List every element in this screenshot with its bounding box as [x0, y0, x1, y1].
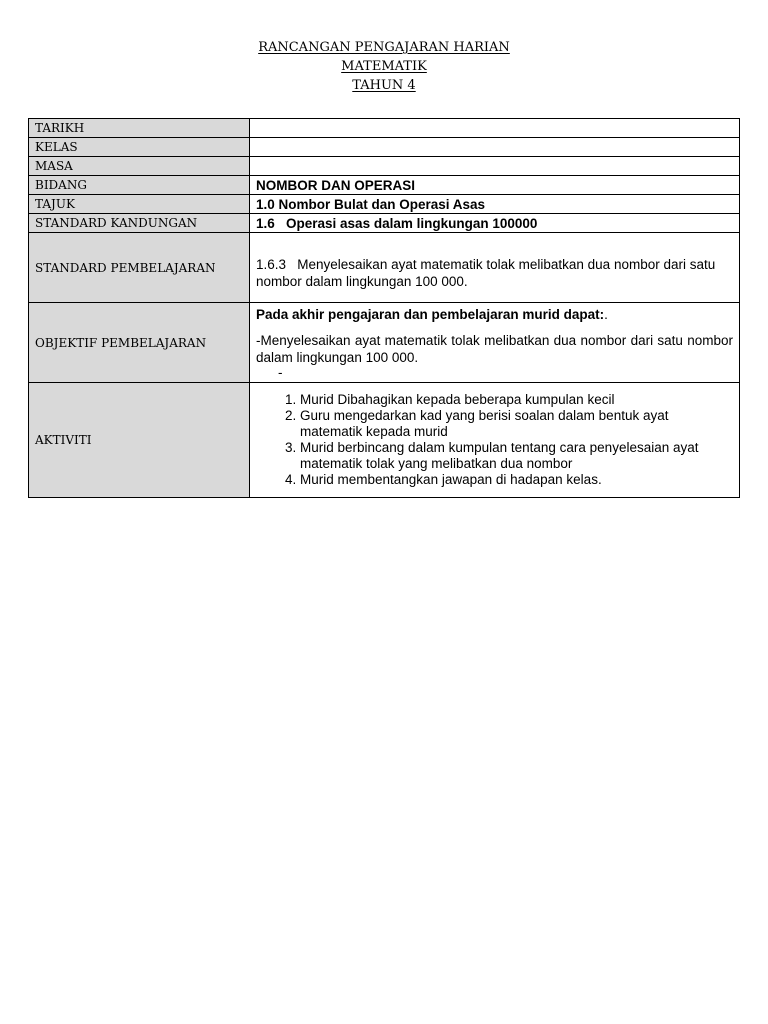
value-tarikh — [250, 119, 740, 138]
document-header — [0, 38, 768, 95]
value-tajuk: 1.0 Nombor Bulat dan Operasi Asas — [250, 195, 740, 214]
value-kelas — [250, 138, 740, 157]
standard-pembelajaran-text: 1.6.3 Menyelesaikan ayat matematik tolak melibatkan dua nombor dari satu nombor dalam lingkungan 100 000. — [256, 256, 720, 289]
objektif-intro-suffix: . — [604, 307, 608, 322]
row-standard-kandungan — [29, 214, 740, 233]
row-objektif — [29, 303, 740, 383]
subject-title: MATEMATIK — [341, 59, 427, 74]
row-tarikh — [29, 119, 740, 138]
row-kelas — [29, 138, 740, 157]
aktiviti-item: 3. Murid berbincang dalam kumpulan tentang cara penyelesaian ayat matematik tolak yang melibatkan dua nombor — [300, 440, 733, 472]
value-masa — [250, 157, 740, 176]
objektif-point: -Menyelesaikan ayat matematik tolak melibatkan dua nombor dari satu nombor dalam lingkungan 100 000. — [256, 333, 733, 365]
label-aktiviti: AKTIVITI — [29, 383, 250, 498]
value-standard-kandungan: 1.6 Operasi asas dalam lingkungan 100000 — [250, 214, 740, 233]
aktiviti-item: 1. Murid Dibahagikan kepada beberapa kumpulan kecil — [300, 392, 733, 408]
label-tajuk: TAJUK — [29, 195, 250, 214]
objektif-dash: - — [278, 365, 283, 380]
label-bidang: BIDANG — [29, 176, 250, 195]
value-objektif — [250, 303, 740, 383]
row-tajuk — [29, 195, 740, 214]
aktiviti-item: 4. Murid membentangkan jawapan di hadapan kelas. — [300, 472, 733, 488]
label-standard-pembelajaran: STANDARD PEMBELAJARAN — [29, 233, 250, 303]
row-aktiviti — [29, 383, 740, 498]
aktiviti-item: 2. Guru mengedarkan kad yang berisi soalan dalam bentuk ayat matematik kepada murid — [300, 408, 733, 440]
year-title: TAHUN 4 — [352, 78, 416, 93]
label-standard-kandungan: STANDARD KANDUNGAN — [29, 214, 250, 233]
label-kelas: KELAS — [29, 138, 250, 157]
lesson-plan-table — [28, 118, 740, 498]
label-objektif: OBJEKTIF PEMBELAJARAN — [29, 303, 250, 383]
aktiviti-list — [256, 392, 733, 488]
row-masa — [29, 157, 740, 176]
row-standard-pembelajaran — [29, 233, 740, 303]
value-standard-pembelajaran — [250, 233, 740, 303]
value-aktiviti — [250, 383, 740, 498]
objektif-intro-text: Pada akhir pengajaran dan pembelajaran murid dapat: — [256, 307, 605, 322]
label-tarikh: TARIKH — [29, 119, 250, 138]
document-title: RANCANGAN PENGAJARAN HARIAN — [258, 40, 510, 55]
label-masa: MASA — [29, 157, 250, 176]
row-bidang — [29, 176, 740, 195]
objektif-intro — [256, 306, 733, 323]
value-bidang: NOMBOR DAN OPERASI — [250, 176, 740, 195]
